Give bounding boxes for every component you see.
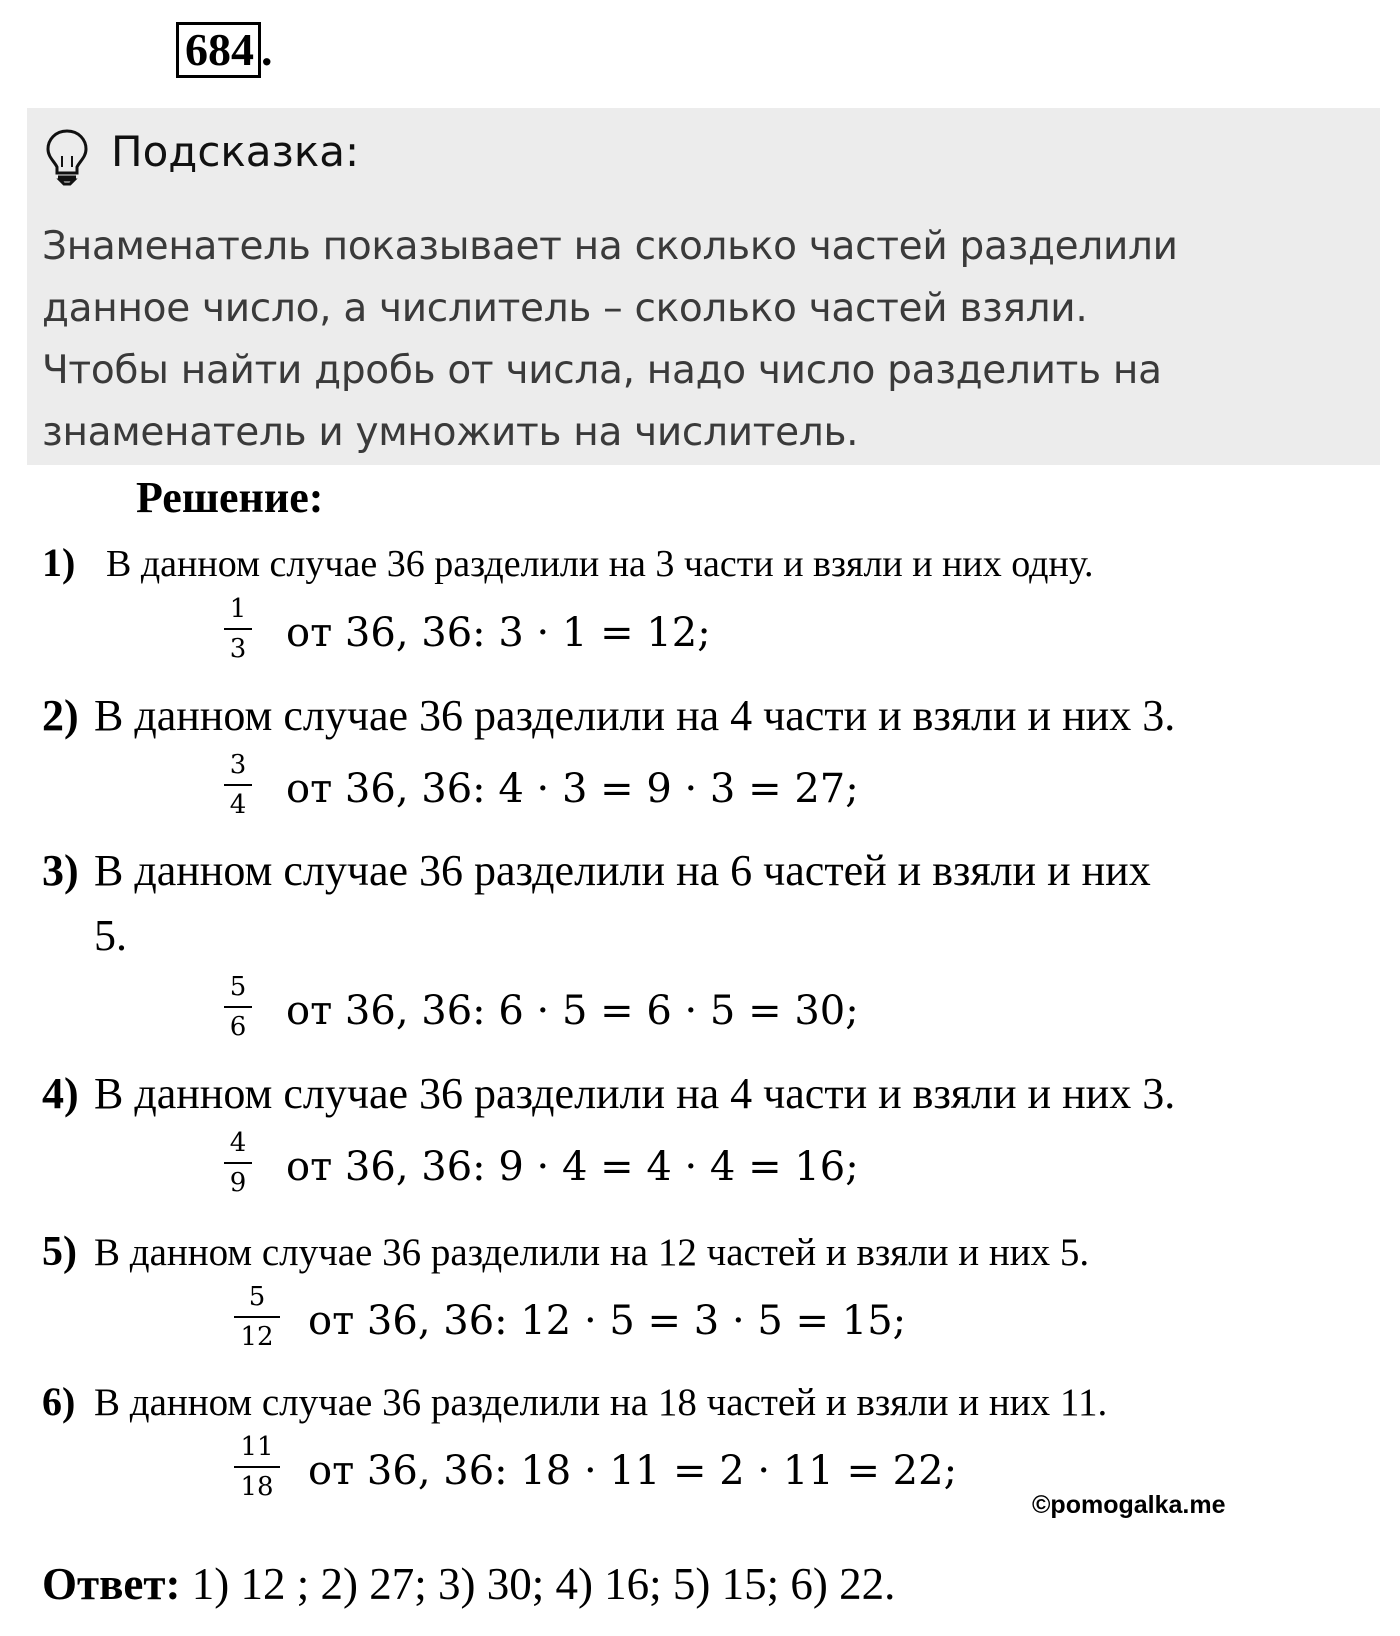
formula-2: от 36, 36: 4 · 3 = 9 · 3 = 27;	[286, 766, 859, 812]
item-number: 4)	[42, 1069, 79, 1118]
item-number: 6)	[42, 1379, 76, 1424]
denominator: 6	[229, 1012, 247, 1042]
solution-item-6	[42, 1378, 1107, 1427]
solution-item-5	[42, 1228, 1089, 1277]
fraction-bar	[234, 1466, 280, 1468]
hint-box	[27, 108, 1380, 465]
numerator: 4	[229, 1128, 247, 1158]
solution-item-3-continued: 5.	[94, 911, 127, 960]
numerator: 11	[240, 1432, 274, 1462]
formula-4: от 36, 36: 9 · 4 = 4 · 4 = 16;	[286, 1144, 859, 1190]
hint-text	[42, 216, 1372, 464]
item-text: В данном случае 36 разделили на 12 частей и взяли и них 5.	[94, 1231, 1090, 1274]
solution-item-4	[42, 1068, 1175, 1120]
item-text: В данном случае 36 разделили на 4 части и взяли и них 3.	[94, 691, 1176, 740]
fraction-bar	[224, 1162, 252, 1164]
fraction-6	[234, 1432, 280, 1502]
numerator: 3	[229, 750, 247, 780]
item-number: 2)	[42, 691, 79, 740]
problem-number	[176, 22, 273, 78]
item-text: В данном случае 36 разделили на 3 части и взяли и них одну.	[106, 543, 1094, 585]
denominator: 12	[240, 1322, 274, 1352]
solution-item-1	[42, 540, 1094, 587]
hint-line: знаменатель и умножить на числитель.	[42, 410, 859, 455]
answer-line	[42, 1556, 895, 1612]
hint-line: Чтобы найти дробь от числа, надо число разделить на	[42, 348, 1162, 393]
formula-3: от 36, 36: 6 · 5 = 6 · 5 = 30;	[286, 988, 859, 1034]
denominator: 4	[229, 790, 247, 820]
fraction-5	[234, 1282, 280, 1352]
lightbulb-icon	[45, 128, 89, 186]
item-number: 5)	[42, 1229, 77, 1275]
fraction-bar	[224, 784, 252, 786]
formula-6: от 36, 36: 18 · 11 = 2 · 11 = 22;	[308, 1448, 958, 1494]
fraction-1	[224, 594, 252, 664]
formula-1: от 36, 36: 3 · 1 = 12;	[286, 610, 711, 656]
numerator: 5	[248, 1282, 266, 1312]
denominator: 3	[229, 634, 247, 664]
fraction-3	[224, 972, 252, 1042]
hint-title: Подсказка:	[111, 127, 360, 176]
answer-text: 1) 12 ; 2) 27; 3) 30; 4) 16; 5) 15; 6) 22.	[180, 1559, 896, 1609]
copyright-text: ©pomogalka.me	[1032, 1491, 1226, 1519]
fraction-4	[224, 1128, 252, 1198]
problem-number-dot: .	[261, 24, 273, 75]
item-text: В данном случае 36 разделили на 4 части и взяли и них 3.	[94, 1069, 1176, 1118]
hint-line: Знаменатель показывает на сколько частей разделили	[42, 224, 1178, 269]
numerator: 5	[229, 972, 247, 1002]
item-text: В данном случае 36 разделили на 6 частей и взяли и них	[94, 846, 1151, 895]
answer-label: Ответ:	[42, 1559, 181, 1609]
solution-item-2	[42, 690, 1175, 742]
fraction-bar	[224, 1006, 252, 1008]
denominator: 18	[240, 1472, 274, 1502]
fraction-bar	[234, 1316, 280, 1318]
hint-line: данное число, а числитель – сколько частей взяли.	[42, 286, 1088, 331]
item-number: 3)	[42, 846, 79, 895]
item-number: 1)	[42, 540, 76, 585]
fraction-bar	[224, 628, 252, 630]
problem-number-box: 684	[176, 22, 261, 78]
solution-heading: Решение:	[136, 473, 324, 522]
item-text: В данном случае 36 разделили на 18 частей и взяли и них 11.	[94, 1381, 1108, 1424]
denominator: 9	[229, 1168, 247, 1198]
fraction-2	[224, 750, 252, 820]
numerator: 1	[229, 594, 247, 624]
solution-item-3	[42, 845, 1151, 897]
formula-5: от 36, 36: 12 · 5 = 3 · 5 = 15;	[308, 1298, 907, 1344]
